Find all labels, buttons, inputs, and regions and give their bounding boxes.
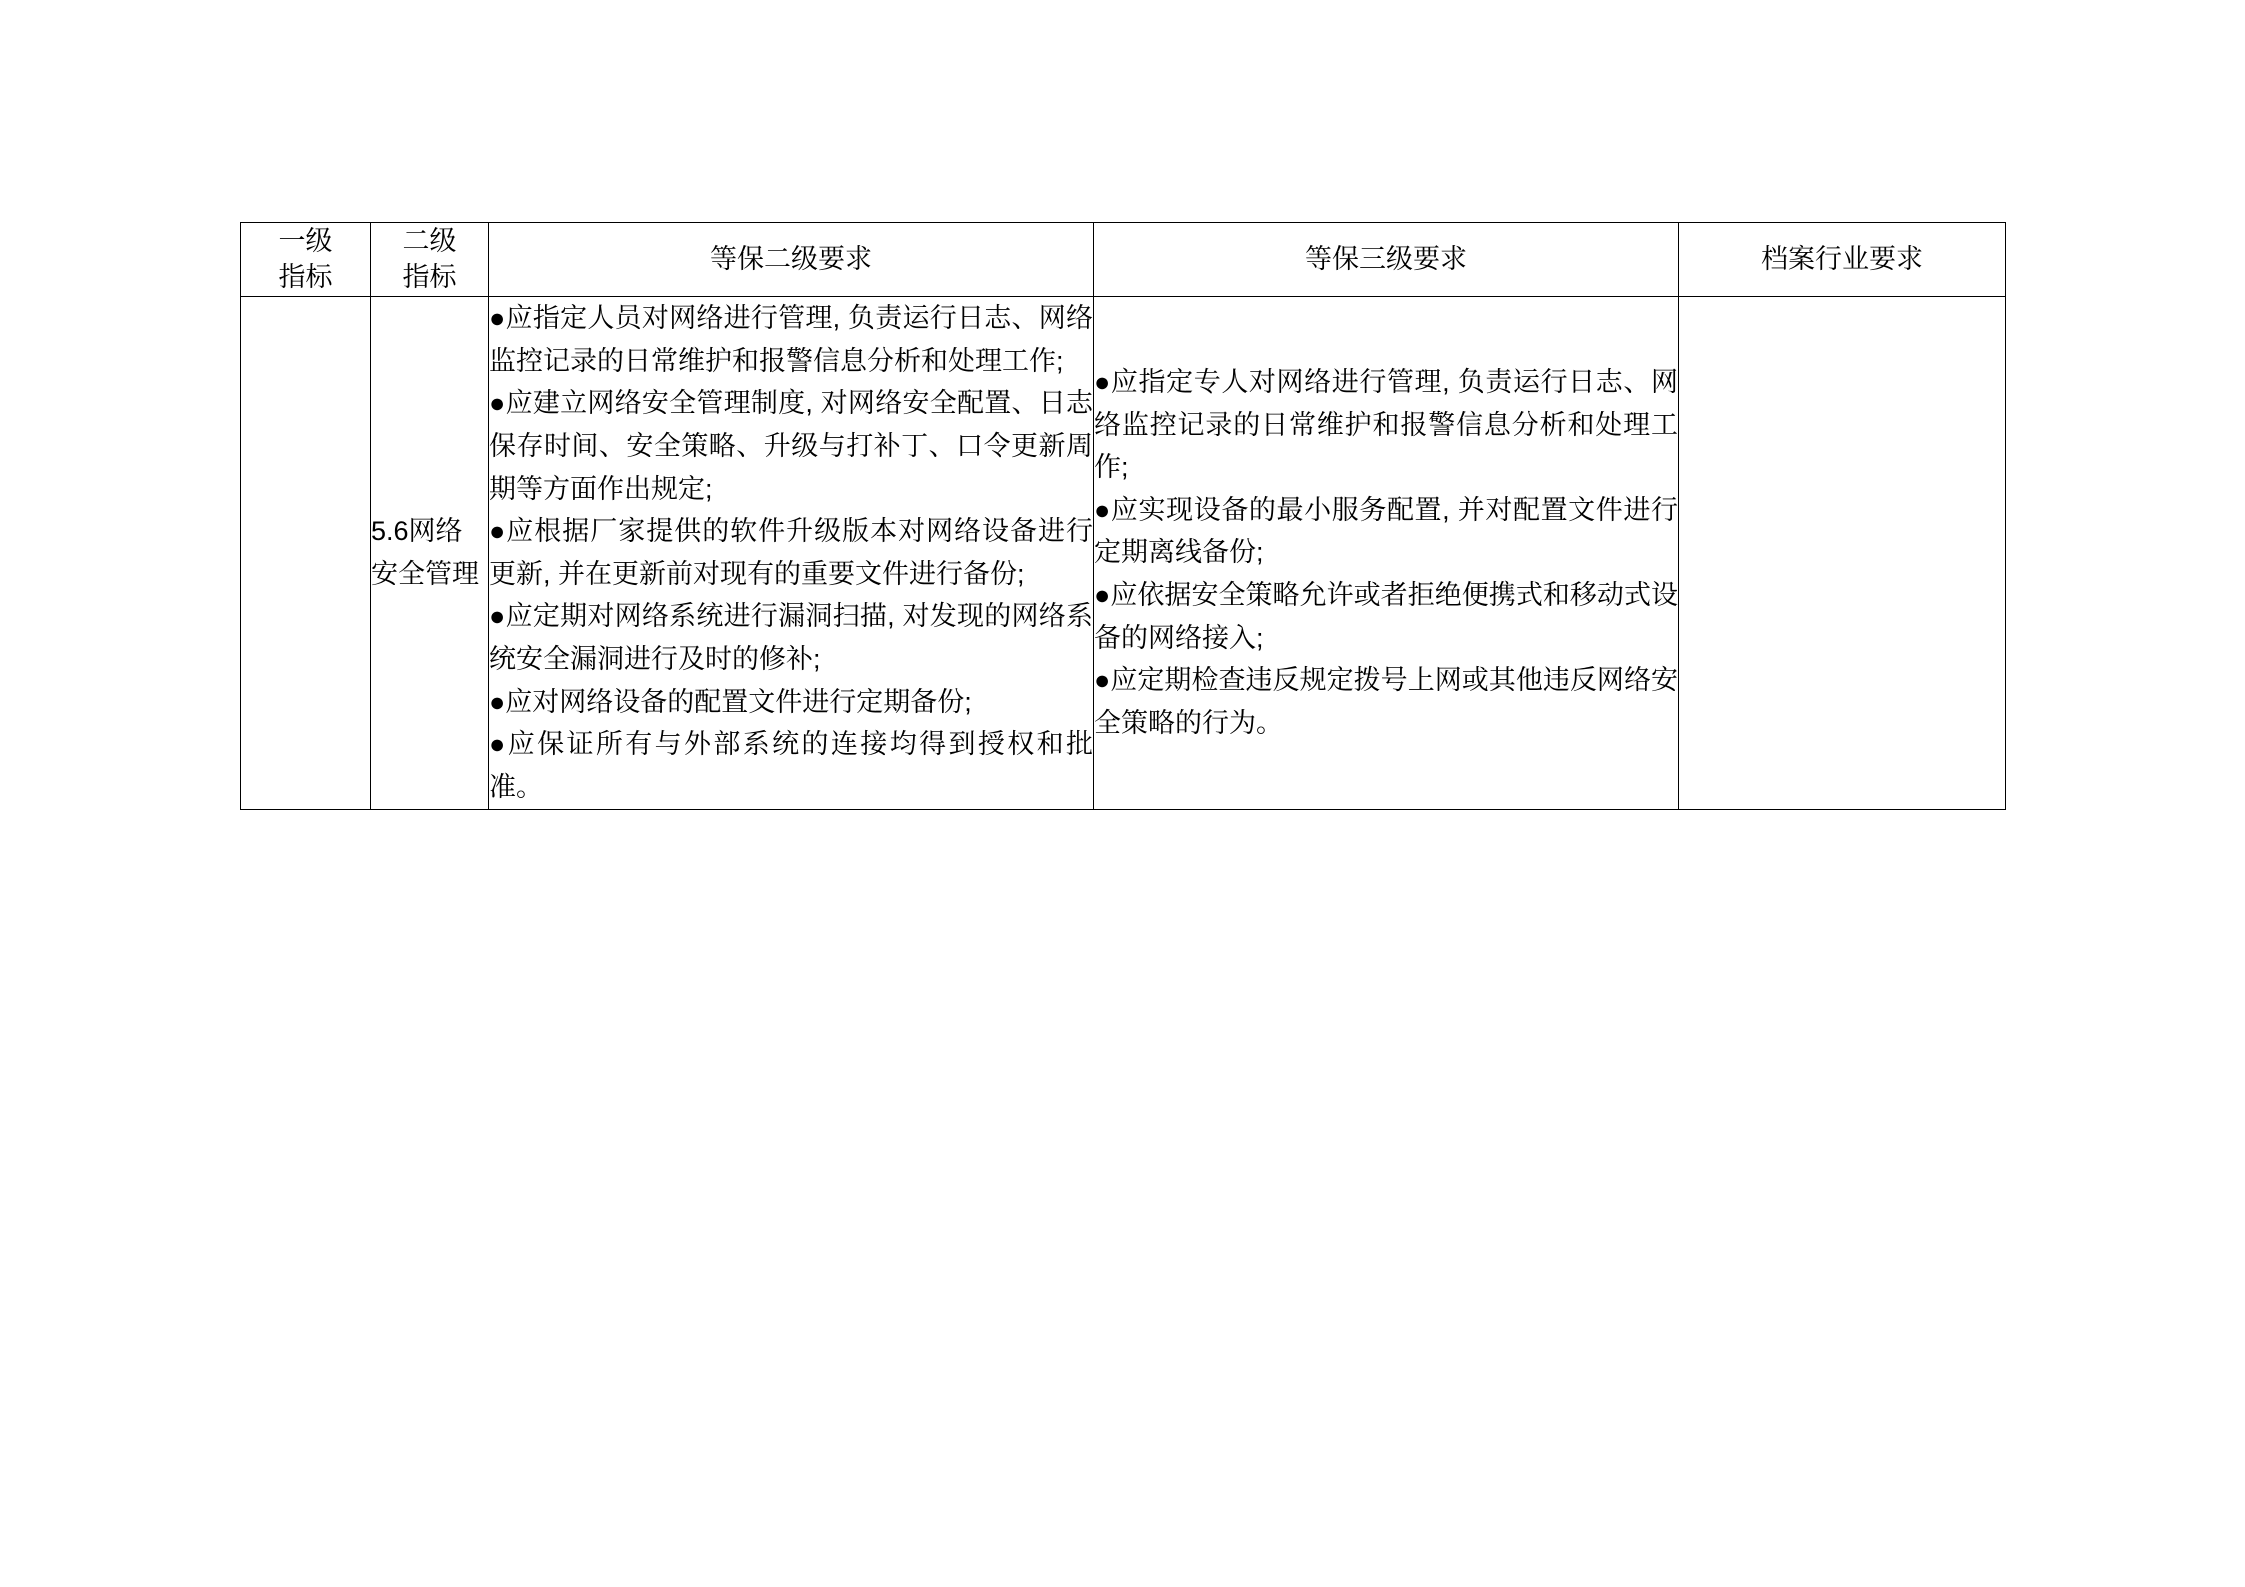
- header-level2-line1: 二级: [402, 226, 457, 256]
- requirements-table: [240, 222, 2006, 810]
- header-level2-line2: 指标: [402, 262, 457, 293]
- header-level1-line2: 指标: [278, 262, 333, 293]
- cell-level1-indicator: [241, 296, 371, 809]
- list-item: ●应建立网络安全管理制度, 对网络安全配置、日志保存时间、安全策略、升级与打补丁、口令更新周期等方面作出规定;: [489, 388, 1093, 504]
- list-item: ●应根据厂家提供的软件升级版本对网络设备进行更新, 并在更新前对现有的重要文件进行备份;: [489, 516, 1093, 589]
- list-item: ●应依据安全策略允许或者拒绝便携式和移动式设备的网络接入;: [1094, 580, 1678, 653]
- header-level1: [241, 223, 371, 297]
- list-item: ●应指定人员对网络进行管理, 负责运行日志、网络监控记录的日常维护和报警信息分析和处理工作;: [489, 302, 1093, 376]
- table-row: [241, 296, 2006, 809]
- cell-dengbao-level2-requirements: [489, 296, 1094, 809]
- list-item: ●应实现设备的最小服务配置, 并对配置文件进行定期离线备份;: [1094, 494, 1678, 568]
- cell-archive-industry-requirements: [1679, 296, 2006, 809]
- level3-requirement-list: [1094, 361, 1678, 745]
- header-dengbao-level2-req: 等保二级要求: [489, 223, 1094, 297]
- header-level2: [371, 223, 489, 297]
- level2-requirement-list: [489, 297, 1093, 809]
- list-item: ●应定期对网络系统进行漏洞扫描, 对发现的网络系统安全漏洞进行及时的修补;: [489, 601, 1093, 675]
- list-item: ●应指定专人对网络进行管理, 负责运行日志、网络监控记录的日常维护和报警信息分析和处理工作;: [1094, 366, 1678, 483]
- list-item: ●应保证所有与外部系统的连接均得到授权和批准。: [489, 729, 1093, 803]
- list-item: ●应对网络设备的配置文件进行定期备份;: [489, 686, 972, 717]
- cell-dengbao-level3-requirements: [1094, 296, 1679, 809]
- table-header-row: [241, 223, 2006, 297]
- cell-level2-indicator: 5.6网络安全管理: [371, 296, 489, 809]
- list-item: ●应定期检查违反规定拨号上网或其他违反网络安全策略的行为。: [1094, 665, 1678, 739]
- header-level1-line1: 一级: [278, 226, 333, 256]
- header-archive-industry-req: 档案行业要求: [1679, 223, 2006, 297]
- header-dengbao-level3-req: 等保三级要求: [1094, 223, 1679, 297]
